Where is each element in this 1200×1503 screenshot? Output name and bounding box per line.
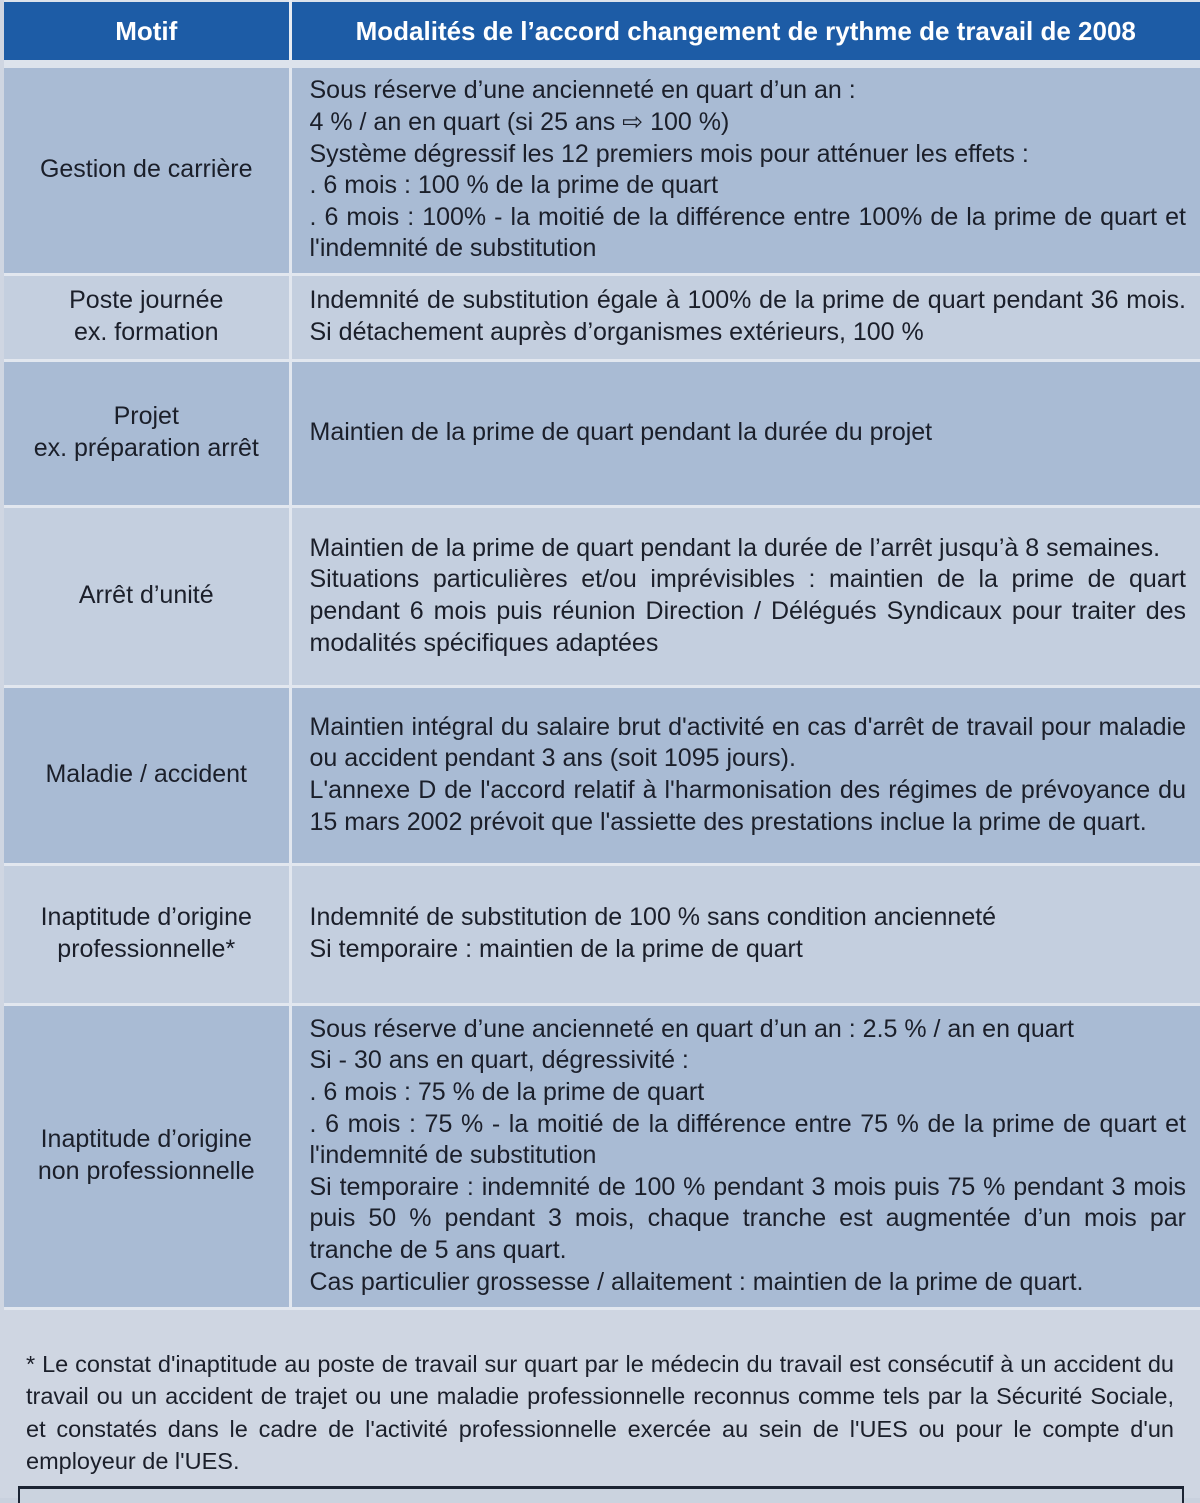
modalites-line: Indemnité de substitution égale à 100% de la prime de quart pendant 36 mois. Si détachement auprès d’organismes extérieurs, 100 % [309, 286, 1186, 346]
modalites-line: . 6 mois : 75 % - la moitié de la différence entre 75 % de la prime de quart et l'indemnité de substitution [309, 1109, 1186, 1170]
modalites-cell [290, 864, 1200, 1004]
modalites-cell [290, 506, 1200, 686]
modalites-line: Si temporaire : maintien de la prime de quart [309, 935, 803, 963]
motif-cell [4, 686, 290, 864]
modalites-line: Maintien de la prime de quart pendant la durée de l’arrêt jusqu’à 8 semaines. [309, 533, 1161, 562]
motif-cell [4, 506, 290, 686]
table-row [4, 506, 1200, 686]
modalites-cell [290, 64, 1200, 274]
motif-cell [4, 274, 290, 360]
modalites-cell [290, 686, 1200, 864]
motif-cell [4, 64, 290, 274]
motif-sublabel: ex. préparation arrêt [33, 434, 259, 462]
modalites-cell [290, 1004, 1200, 1308]
modalites-line: Si temporaire : indemnité de 100 % pendant 3 mois puis 75 % pendant 3 mois puis 50 % pendant 3 mois, chaque tranche est augmentée d’un mois par tranche de 5 ans quart. [309, 1172, 1186, 1264]
table-row [4, 64, 1200, 274]
modalites-line: 4 % / an en quart (si 25 ans ⇨ 100 %) [309, 108, 730, 137]
header-motif: Motif [4, 1, 290, 64]
motif-sublabel: ex. formation [73, 318, 219, 346]
motif-cell [4, 864, 290, 1004]
modalites-line: . 6 mois : 75 % de la prime de quart [309, 1078, 705, 1107]
modalites-line: Maintien intégral du salaire brut d'activité en cas d'arrêt de travail pour maladie ou accident pendant 3 ans (soit 1095 jours). [309, 712, 1186, 773]
motif-sublabel: professionnelle* [57, 935, 236, 963]
modalites-line: . 6 mois : 100 % de la prime de quart [309, 171, 719, 200]
motif-label: Inaptitude d’origine [40, 1125, 252, 1154]
modalites-line: Situations particulières et/ou imprévisibles : maintien de la prime de quart pendant 6 mois puis réunion Direction / Délégués Syndicaux pour traiter des modalités spécifiques adaptées [309, 565, 1186, 657]
motif-cell [4, 360, 290, 506]
table-row [4, 1004, 1200, 1308]
modalites-line: Système dégressif les 12 premiers mois pour atténuer les effets : [309, 139, 1029, 168]
modalites-line: . 6 mois : 100% - la moitié de la différence entre 100% de la prime de quart et l'indemnité de substitution [309, 202, 1186, 263]
footnote: * Le constat d'inaptitude au poste de travail sur quart par le médecin du travail est consécutif à un accident du travail ou un accident de trajet ou une maladie professionnelle reconnus comme tels par la Sécurité Sociale, et constatés dans le cadre de l'activité professionnelle exercée au sein de l'UES ou pour le compte d'un employeur de l'UES. [26, 1350, 1174, 1474]
modalites-line: Maintien de la prime de quart pendant la durée du projet [309, 418, 933, 447]
modalites-line: Si - 30 ans en quart, dégressivité : [309, 1046, 689, 1075]
motif-cell [4, 1004, 290, 1308]
table-row [4, 864, 1200, 1004]
motif-label: Projet [113, 402, 179, 431]
motif-label: Gestion de carrière [39, 155, 253, 184]
modalites-line: Indemnité de substitution de 100 % sans condition ancienneté [309, 903, 997, 932]
modalites-cell [290, 274, 1200, 360]
header-modalites: Modalités de l’accord changement de rythme de travail de 2008 [290, 1, 1200, 64]
motif-label: Arrêt d’unité [78, 581, 214, 610]
table-row [4, 274, 1200, 360]
modalites-cell [290, 360, 1200, 506]
table-row [4, 686, 1200, 864]
table-row [4, 360, 1200, 506]
next-box-border [18, 1486, 1184, 1503]
modalites-line: L'annexe D de l'accord relatif à l'harmonisation des régimes de prévoyance du 15 mars 2002 prévoit que l'assiette des prestations inclue la prime de quart. [309, 776, 1186, 836]
motif-label: Poste journée [69, 286, 224, 315]
modalites-line: Cas particulier grossesse / allaitement : maintien de la prime de quart. [309, 1267, 1084, 1296]
modalites-line: Sous réserve d’une ancienneté en quart d’un an : [309, 76, 856, 105]
table-header-row [4, 1, 1200, 64]
motif-sublabel: non professionnelle [37, 1157, 255, 1185]
motif-label: Inaptitude d’origine [40, 903, 252, 932]
motif-label: Maladie / accident [45, 760, 247, 789]
accord-table [4, 0, 1200, 1310]
modalites-line: Sous réserve d’une ancienneté en quart d’un an : 2.5 % / an en quart [309, 1014, 1074, 1043]
